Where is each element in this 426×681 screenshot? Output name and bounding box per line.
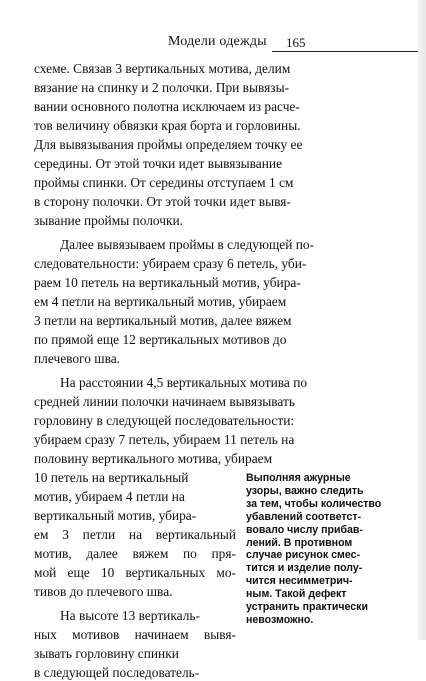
sidebar-note-line: вовало числу прибав- — [246, 523, 363, 536]
body-line: середины. От этой точки идет вывязывание — [34, 156, 283, 171]
body-line: зывать горловину спинки — [34, 646, 179, 661]
body-line: в следующей последователь- — [34, 665, 200, 680]
body-line: следовательности: убираем сразу 6 петель, уби- — [34, 256, 307, 271]
body-line: На расстоянии 4,5 вертикальных мотива по — [60, 375, 308, 390]
body-line: по прямой еще 12 вертикальных мотивов до — [34, 332, 287, 347]
body-line: тов величину обвязки края борта и горловины. — [34, 118, 301, 133]
sidebar-note-line: тится и изделие полу- — [246, 562, 363, 575]
body-line: раем 10 петель на вертикальный мотив, убира- — [34, 275, 301, 290]
body-line: средней линии полочки начинаем вывязывать — [34, 394, 295, 409]
header-rule — [272, 51, 426, 52]
body-line: На высоте 13 вертикаль- — [60, 608, 200, 623]
body-line: ем 4 петли на вертикальный мотив, убираем — [34, 294, 287, 309]
body-line: половину вертикального мотива, убираем — [34, 451, 273, 466]
body-line: вязание на спинку и 2 полочки. При вывязы- — [34, 80, 290, 95]
running-header-title: Модели одежды — [168, 34, 267, 49]
body-line: мотив, убираем 4 петли на — [34, 489, 185, 504]
body-line: вертикальный мотив, убира- — [34, 508, 197, 523]
body-line: Для вывязывания проймы определяем точку ее — [34, 137, 303, 152]
sidebar-note-line: Выполняя ажурные — [246, 472, 351, 484]
body-line: схеме. Связав 3 вертикальных мотива, делим — [34, 61, 291, 76]
sidebar-note-line: невозможно. — [246, 613, 314, 626]
body-line: зывание проймы полочки. — [34, 213, 184, 228]
sidebar-note-line: устранить практически — [246, 601, 368, 614]
body-line: ем 3 петли на вертикальный — [34, 527, 236, 542]
sidebar-note-line: чится несимметрич- — [246, 575, 353, 588]
page-number: 165 — [286, 35, 306, 50]
body-line: тивов до плечевого шва. — [34, 584, 173, 599]
body-line: ных мотивов начинаем вывя- — [34, 627, 236, 642]
sidebar-note-line: лений. В противном — [246, 536, 353, 549]
page-edge — [418, 0, 426, 640]
body-line: горловину в следующей последовательности: — [34, 413, 295, 428]
body-line: в сторону полочки. От этой точки идет вывя- — [34, 194, 291, 209]
sidebar-note-line: случае рисунок смес- — [246, 549, 361, 562]
body-line: мотив, далее вяжем по пря- — [34, 546, 236, 561]
sidebar-note-line: за тем, чтобы количество — [246, 497, 382, 510]
sidebar-note-line: узоры, важно следить — [246, 484, 364, 497]
sidebar-note — [246, 472, 406, 627]
sidebar-note-line: ным. Такой дефект — [246, 588, 347, 601]
body-line: 10 петель на вертикальный — [34, 470, 189, 485]
body-line: убираем сразу 7 петель, убираем 11 петель на — [34, 432, 295, 447]
sidebar-note-line: убавлений соответст- — [246, 510, 362, 523]
body-line: плечевого шва. — [34, 351, 121, 366]
body-line: вании основного полотна исключаем из расче- — [34, 99, 300, 114]
body-line: мой еще 10 вертикальных мо- — [34, 565, 236, 580]
body-line: Далее вывязываем проймы в следующей по- — [60, 237, 315, 252]
body-line: 3 петли на вертикальный мотив, далее вяжем — [34, 313, 292, 328]
body-line: проймы спинки. От середины отступаем 1 см — [34, 175, 294, 190]
